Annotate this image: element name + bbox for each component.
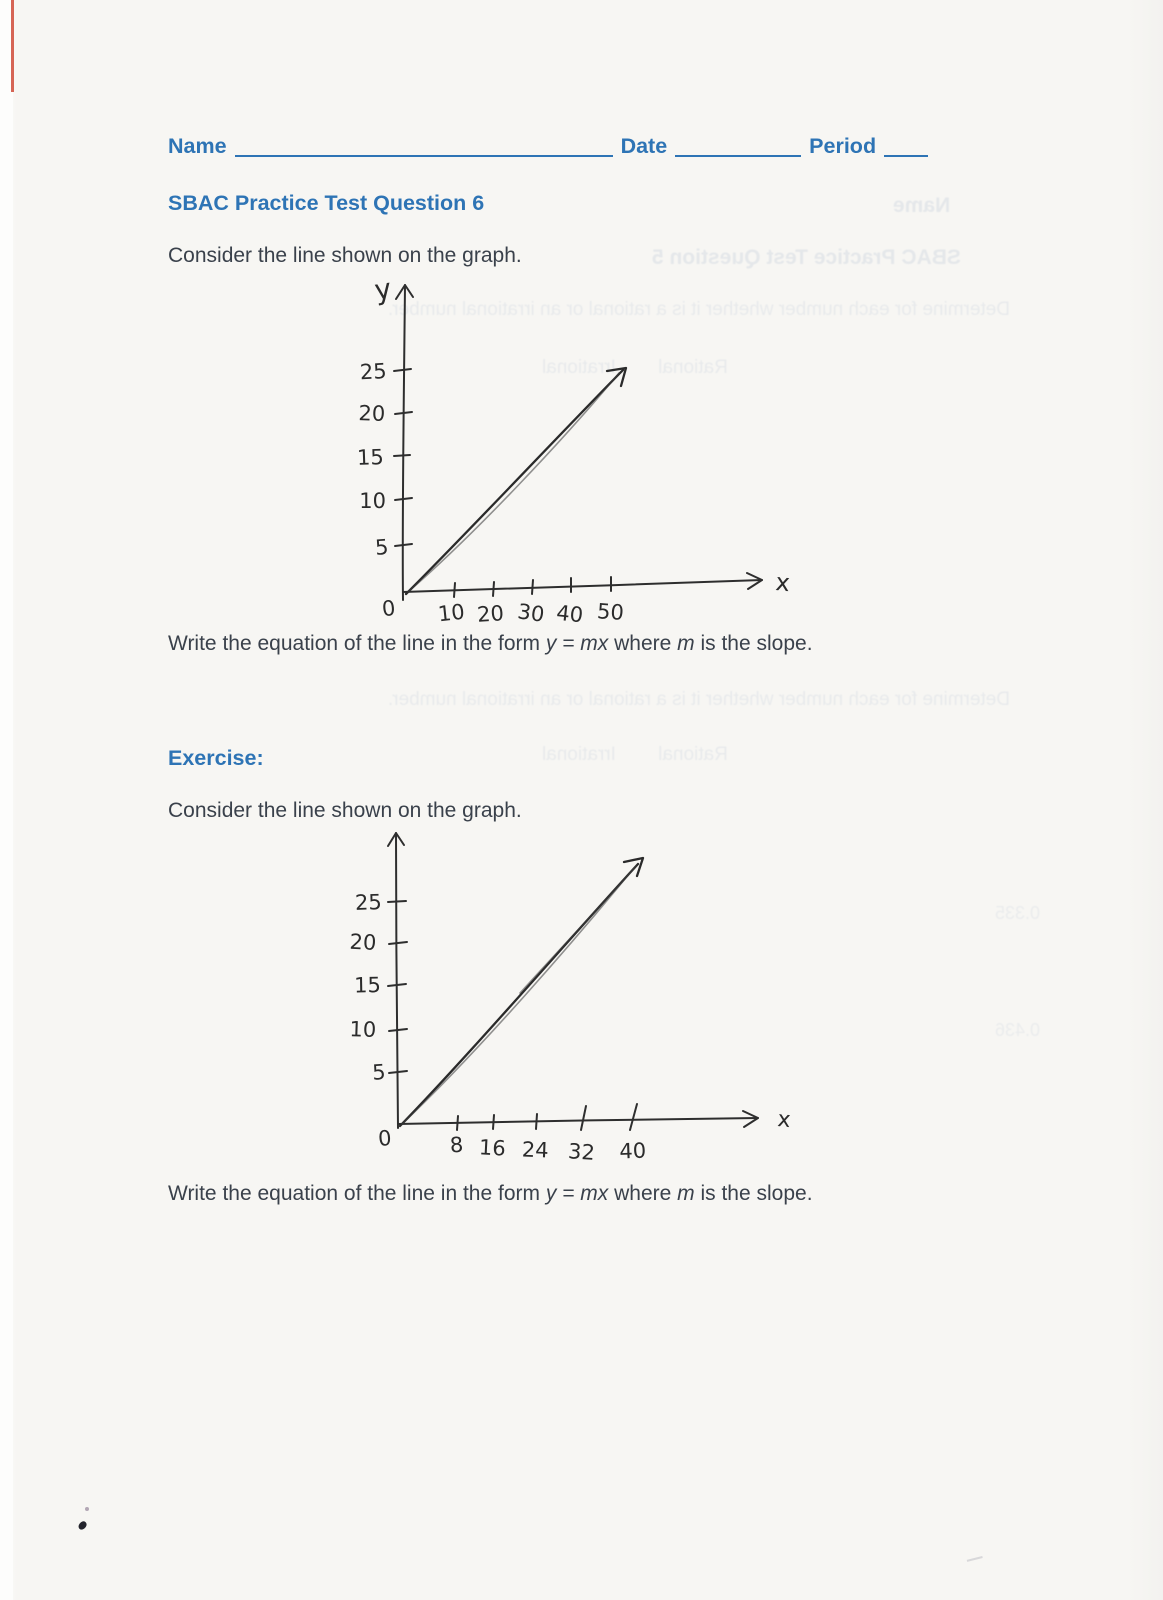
g1-y-axis-label: y: [372, 271, 394, 307]
prompt-2: Consider the line shown on the graph.: [168, 799, 522, 822]
instruction2-mid: where: [608, 1182, 678, 1205]
g2-xtick-40: 40: [618, 1138, 647, 1164]
g1-x-tick-labels: [437, 599, 625, 627]
g2-y-axis: [396, 833, 398, 1128]
g1-x-axis-label: x: [774, 568, 792, 598]
g2-plotted-line-resketch: [520, 866, 636, 993]
bleedthrough-name: Name: [893, 194, 951, 217]
g2-y-tick-labels: [349, 890, 386, 1085]
instruction1-post: is the slope.: [694, 632, 813, 655]
equation-instruction-2: [168, 1182, 813, 1206]
g2-line-arrow-icon: [624, 858, 643, 876]
name-label: Name: [168, 134, 227, 158]
scan-smudge: [965, 1550, 982, 1562]
bleedthrough-number: 0.436: [995, 1020, 1041, 1040]
g1-y-axis: [403, 285, 405, 600]
graph-2: [330, 818, 800, 1178]
bleedthrough-number: 0.335: [995, 903, 1041, 923]
g2-ytick-15: 15: [353, 973, 382, 998]
g2-xtick-32: 32: [567, 1139, 596, 1165]
instruction2-pre: Write the equation of the line in the form: [168, 1182, 546, 1205]
date-label: Date: [620, 134, 668, 158]
g2-ytick-10: 10: [349, 1017, 377, 1042]
g1-xtick-20: 20: [476, 601, 505, 627]
instruction2-math-ymx: y = mx: [545, 1182, 609, 1205]
g1-ytick-25: 25: [359, 359, 388, 385]
bleedthrough-line: Rational Irrational: [542, 744, 728, 765]
bleedthrough-line: Determine for each number whether it is a rational or an irrational number.: [388, 689, 1011, 710]
g2-xtick-16: 16: [478, 1135, 507, 1161]
g1-ytick-5: 5: [374, 535, 390, 560]
g1-ytick-15: 15: [356, 445, 385, 470]
graph-1: [330, 268, 800, 640]
g2-xtick-8: 8: [449, 1132, 465, 1158]
instruction1-math-m: m: [677, 632, 695, 655]
g2-ytick-5: 5: [371, 1060, 387, 1085]
bleedthrough-line: Rational Irrational: [542, 357, 728, 378]
g1-xtick-30: 30: [516, 599, 546, 627]
g1-x-axis: [403, 580, 762, 592]
g1-plotted-line: [406, 370, 623, 594]
period-label: Period: [809, 134, 877, 158]
g1-x-tick-marks: [454, 577, 611, 597]
instruction1-mid: where: [608, 632, 678, 655]
scan-edge-red-line: [11, 0, 14, 92]
g1-y-tick-labels: [357, 359, 390, 560]
header-fields: [168, 136, 952, 158]
name-blank-line: [235, 149, 613, 157]
g2-origin-label: 0: [377, 1126, 393, 1151]
g2-ytick-20: 20: [349, 929, 377, 955]
g2-x-axis: [398, 1118, 758, 1124]
g2-x-tick-marks: [457, 1104, 637, 1130]
g2-x-tick-labels: [449, 1133, 647, 1165]
g2-x-axis-label: x: [776, 1107, 792, 1134]
g2-xtick-24: 24: [521, 1137, 550, 1163]
equation-instruction-1: [168, 632, 813, 656]
exercise-heading: Exercise:: [168, 746, 264, 770]
instruction2-math-m: m: [677, 1182, 695, 1205]
scan-edge: [0, 0, 13, 1600]
page-title: SBAC Practice Test Question 6: [168, 191, 485, 215]
g1-origin-label: 0: [381, 596, 397, 622]
g2-ytick-25: 25: [354, 890, 383, 915]
period-blank-line: [884, 149, 928, 157]
date-blank-line: [675, 149, 801, 157]
pen-mark: [77, 1520, 88, 1531]
g1-xtick-10: 10: [436, 599, 466, 627]
prompt-1: Consider the line shown on the graph.: [168, 244, 522, 267]
instruction1-math-ymx: y = mx: [545, 632, 609, 655]
bleedthrough-line: Determine for each number whether it is a rational or an irrational number.: [388, 299, 1011, 320]
instruction2-post: is the slope.: [694, 1182, 813, 1205]
g1-ytick-10: 10: [359, 489, 386, 513]
instruction1-pre: Write the equation of the line in the form: [168, 632, 546, 655]
pen-mark: [85, 1507, 89, 1511]
g1-xtick-40: 40: [555, 600, 585, 628]
g1-xtick-50: 50: [596, 599, 625, 625]
g1-ytick-20: 20: [358, 401, 386, 426]
bleedthrough-title: SBAC Practice Test Question 5: [652, 246, 961, 269]
